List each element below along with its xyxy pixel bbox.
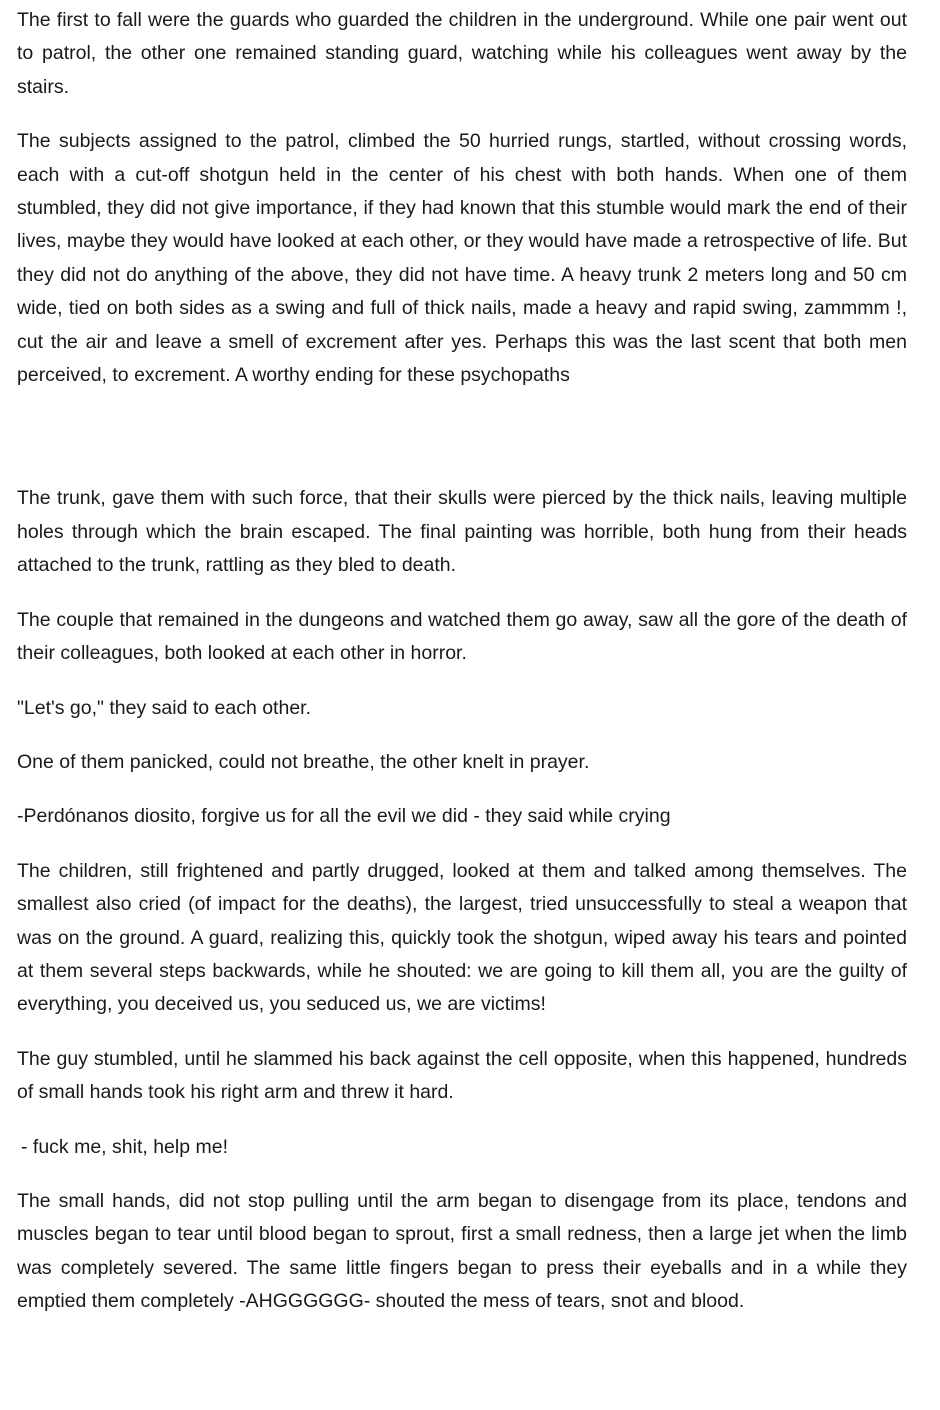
paragraph-guy-stumbled: The guy stumbled, until he slammed his back against the cell opposite, when this happened, hundreds of small hands took his right arm and threw it hard. — [17, 1047, 907, 1104]
paragraph-children-weapon: The children, still frightened and partly drugged, looked at them and talked among themselves. The smallest also cried (of impact for the deaths), the largest, tried unsuccessfully to steal a weapon that was on the ground. A guard, realizing this, quickly took the shotgun, wiped away his tears and pointed at them several steps backwards, while he shouted: we are going to kill them all, you are the guilty of everything, you deceived us, you seduced us, we are victims! — [17, 859, 907, 1016]
paragraph-panic-prayer: One of them panicked, could not breathe, the other knelt in prayer. — [17, 750, 590, 773]
paragraph-forgive-us: -Perdónanos diosito, forgive us for all the evil we did - they said while crying — [17, 805, 671, 828]
paragraph-gap — [17, 413, 907, 482]
paragraph-dungeon-couple: The couple that remained in the dungeons and watched them go away, saw all the gore of the death of their colleagues, both looked at each other in horror. — [17, 608, 907, 665]
paragraph-patrol-trap: The subjects assigned to the patrol, climbed the 50 hurried rungs, startled, without crossing words, each with a cut-off shotgun held in the center of his chest with both hands. When one of them stumbled, they did not give importance, if they had known that this stumble would mark the end of their lives, maybe they would have looked at each other, or they would have made a retrospective of life. But they did not do anything of the above, they did not have time. A heavy trunk 2 meters long and 50 cm wide, tied on both sides as a swing and full of thick nails, made a heavy and rapid swing, zammmm !, cut the air and leave a smell of excrement after yes. Perhaps this was the last scent that both men perceived, to excrement. A worthy ending for these psychopaths — [17, 130, 907, 387]
paragraph-lets-go: "Let's go," they said to each other. — [17, 696, 312, 719]
paragraph-guards-fall: The first to fall were the guards who guarded the children in the underground. While one pair went out to patrol, the other one remained standing guard, watching while his colleagues went away by the stairs. — [17, 9, 907, 98]
paragraph-small-hands: The small hands, did not stop pulling until the arm began to disengage from its place, tendons and muscles began to tear until blood began to sprout, first a small redness, then a large jet when the limb was completely severed. The same little fingers began to press their eyeballs and in a while they emptied them completely -AHGGGGGG- shouted the mess of tears, snot and blood. — [17, 1189, 907, 1313]
paragraph-trunk-impact: The trunk, gave them with such force, that their skulls were pierced by the thick nails, leaving multiple holes through which the brain escaped. The final painting was horrible, both hung from their heads attached to the trunk, rattling as they bled to death. — [17, 487, 907, 577]
paragraph-help-me: - fuck me, shit, help me! — [21, 1135, 228, 1158]
document-page — [17, 4, 907, 1340]
